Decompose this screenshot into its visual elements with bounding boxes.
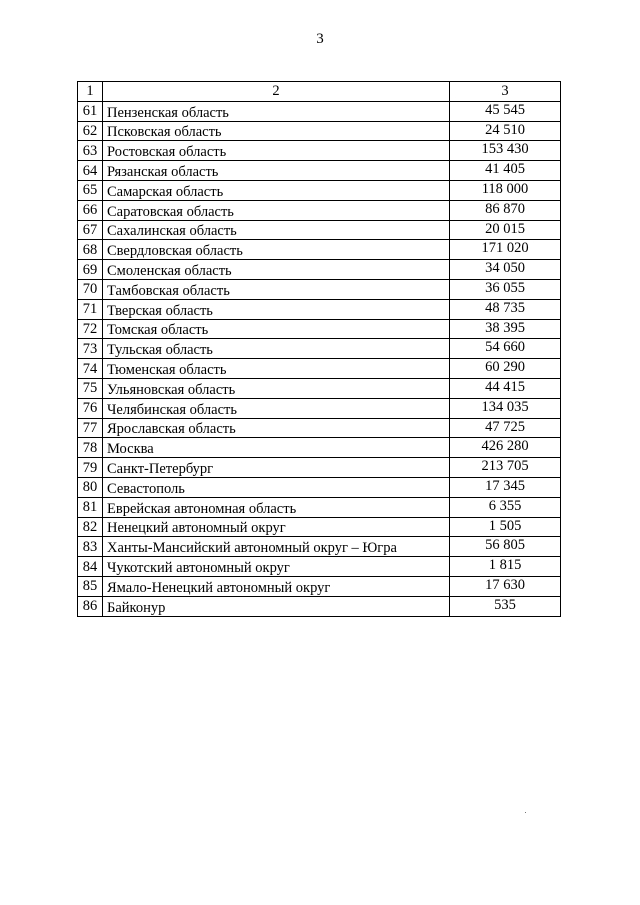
region-value: 17 345 <box>450 477 561 497</box>
row-number: 66 <box>78 200 103 220</box>
region-value: 44 415 <box>450 378 561 398</box>
region-value: 47 725 <box>450 418 561 438</box>
table-row <box>78 101 561 121</box>
table-row <box>78 359 561 379</box>
region-value: 38 395 <box>450 319 561 339</box>
row-number: 70 <box>78 279 103 299</box>
table-body <box>78 82 561 617</box>
region-value: 86 870 <box>450 200 561 220</box>
region-value: 48 735 <box>450 299 561 319</box>
region-name: Ханты-Мансийский автономный округ – Югра <box>103 537 450 557</box>
region-name: Томская область <box>103 319 450 339</box>
header-col-3: 3 <box>450 82 561 102</box>
table-row <box>78 200 561 220</box>
region-value: 118 000 <box>450 180 561 200</box>
table-row <box>78 438 561 458</box>
region-value: 56 805 <box>450 537 561 557</box>
row-number: 86 <box>78 596 103 616</box>
row-number: 74 <box>78 359 103 379</box>
region-name: Ненецкий автономный округ <box>103 517 450 537</box>
row-number: 78 <box>78 438 103 458</box>
region-name: Тверская область <box>103 299 450 319</box>
region-name: Тамбовская область <box>103 279 450 299</box>
table-row <box>78 240 561 260</box>
region-name: Свердловская область <box>103 240 450 260</box>
region-value: 153 430 <box>450 141 561 161</box>
table-row <box>78 477 561 497</box>
region-name: Ярославская область <box>103 418 450 438</box>
table-row <box>78 339 561 359</box>
region-value: 6 355 <box>450 497 561 517</box>
region-value: 54 660 <box>450 339 561 359</box>
row-number: 83 <box>78 537 103 557</box>
table-row <box>78 576 561 596</box>
table-row <box>78 596 561 616</box>
scan-speck <box>525 812 526 813</box>
region-name: Саратовская область <box>103 200 450 220</box>
region-value: 1 815 <box>450 557 561 577</box>
row-number: 75 <box>78 378 103 398</box>
table-row <box>78 458 561 478</box>
table-row <box>78 121 561 141</box>
row-number: 76 <box>78 398 103 418</box>
region-name: Челябинская область <box>103 398 450 418</box>
region-value: 36 055 <box>450 279 561 299</box>
region-name: Рязанская область <box>103 161 450 181</box>
region-name: Тульская область <box>103 339 450 359</box>
region-value: 535 <box>450 596 561 616</box>
header-col-1: 1 <box>78 82 103 102</box>
table-row <box>78 398 561 418</box>
table-row <box>78 141 561 161</box>
row-number: 67 <box>78 220 103 240</box>
region-name: Самарская область <box>103 180 450 200</box>
row-number: 84 <box>78 557 103 577</box>
header-col-2: 2 <box>103 82 450 102</box>
row-number: 73 <box>78 339 103 359</box>
table-row <box>78 299 561 319</box>
region-value: 17 630 <box>450 576 561 596</box>
table-row <box>78 220 561 240</box>
region-value: 134 035 <box>450 398 561 418</box>
row-number: 68 <box>78 240 103 260</box>
region-name: Санкт-Петербург <box>103 458 450 478</box>
table-row <box>78 418 561 438</box>
table-row <box>78 279 561 299</box>
table-row <box>78 497 561 517</box>
region-name: Пензенская область <box>103 101 450 121</box>
region-name: Сахалинская область <box>103 220 450 240</box>
row-number: 69 <box>78 260 103 280</box>
regions-table <box>77 81 561 617</box>
region-name: Ростовская область <box>103 141 450 161</box>
row-number: 79 <box>78 458 103 478</box>
region-name: Ямало-Ненецкий автономный округ <box>103 576 450 596</box>
row-number: 80 <box>78 477 103 497</box>
row-number: 63 <box>78 141 103 161</box>
table-row <box>78 517 561 537</box>
page-number: 3 <box>316 31 324 47</box>
region-name: Ульяновская область <box>103 378 450 398</box>
row-number: 72 <box>78 319 103 339</box>
region-name: Еврейская автономная область <box>103 497 450 517</box>
region-name: Смоленская область <box>103 260 450 280</box>
region-value: 20 015 <box>450 220 561 240</box>
region-value: 426 280 <box>450 438 561 458</box>
region-name: Москва <box>103 438 450 458</box>
table-row <box>78 180 561 200</box>
row-number: 62 <box>78 121 103 141</box>
region-value: 41 405 <box>450 161 561 181</box>
region-name: Тюменская область <box>103 359 450 379</box>
table-row <box>78 319 561 339</box>
region-name: Байконур <box>103 596 450 616</box>
row-number: 82 <box>78 517 103 537</box>
region-value: 45 545 <box>450 101 561 121</box>
table-row <box>78 557 561 577</box>
row-number: 85 <box>78 576 103 596</box>
region-value: 1 505 <box>450 517 561 537</box>
table-row <box>78 161 561 181</box>
row-number: 71 <box>78 299 103 319</box>
region-value: 34 050 <box>450 260 561 280</box>
table-header-row <box>78 82 561 102</box>
region-name: Севастополь <box>103 477 450 497</box>
row-number: 64 <box>78 161 103 181</box>
row-number: 65 <box>78 180 103 200</box>
row-number: 81 <box>78 497 103 517</box>
region-name: Псковская область <box>103 121 450 141</box>
region-value: 24 510 <box>450 121 561 141</box>
row-number: 61 <box>78 101 103 121</box>
table-row <box>78 378 561 398</box>
table-row <box>78 260 561 280</box>
table-row <box>78 537 561 557</box>
region-value: 213 705 <box>450 458 561 478</box>
row-number: 77 <box>78 418 103 438</box>
region-value: 60 290 <box>450 359 561 379</box>
region-value: 171 020 <box>450 240 561 260</box>
region-name: Чукотский автономный округ <box>103 557 450 577</box>
